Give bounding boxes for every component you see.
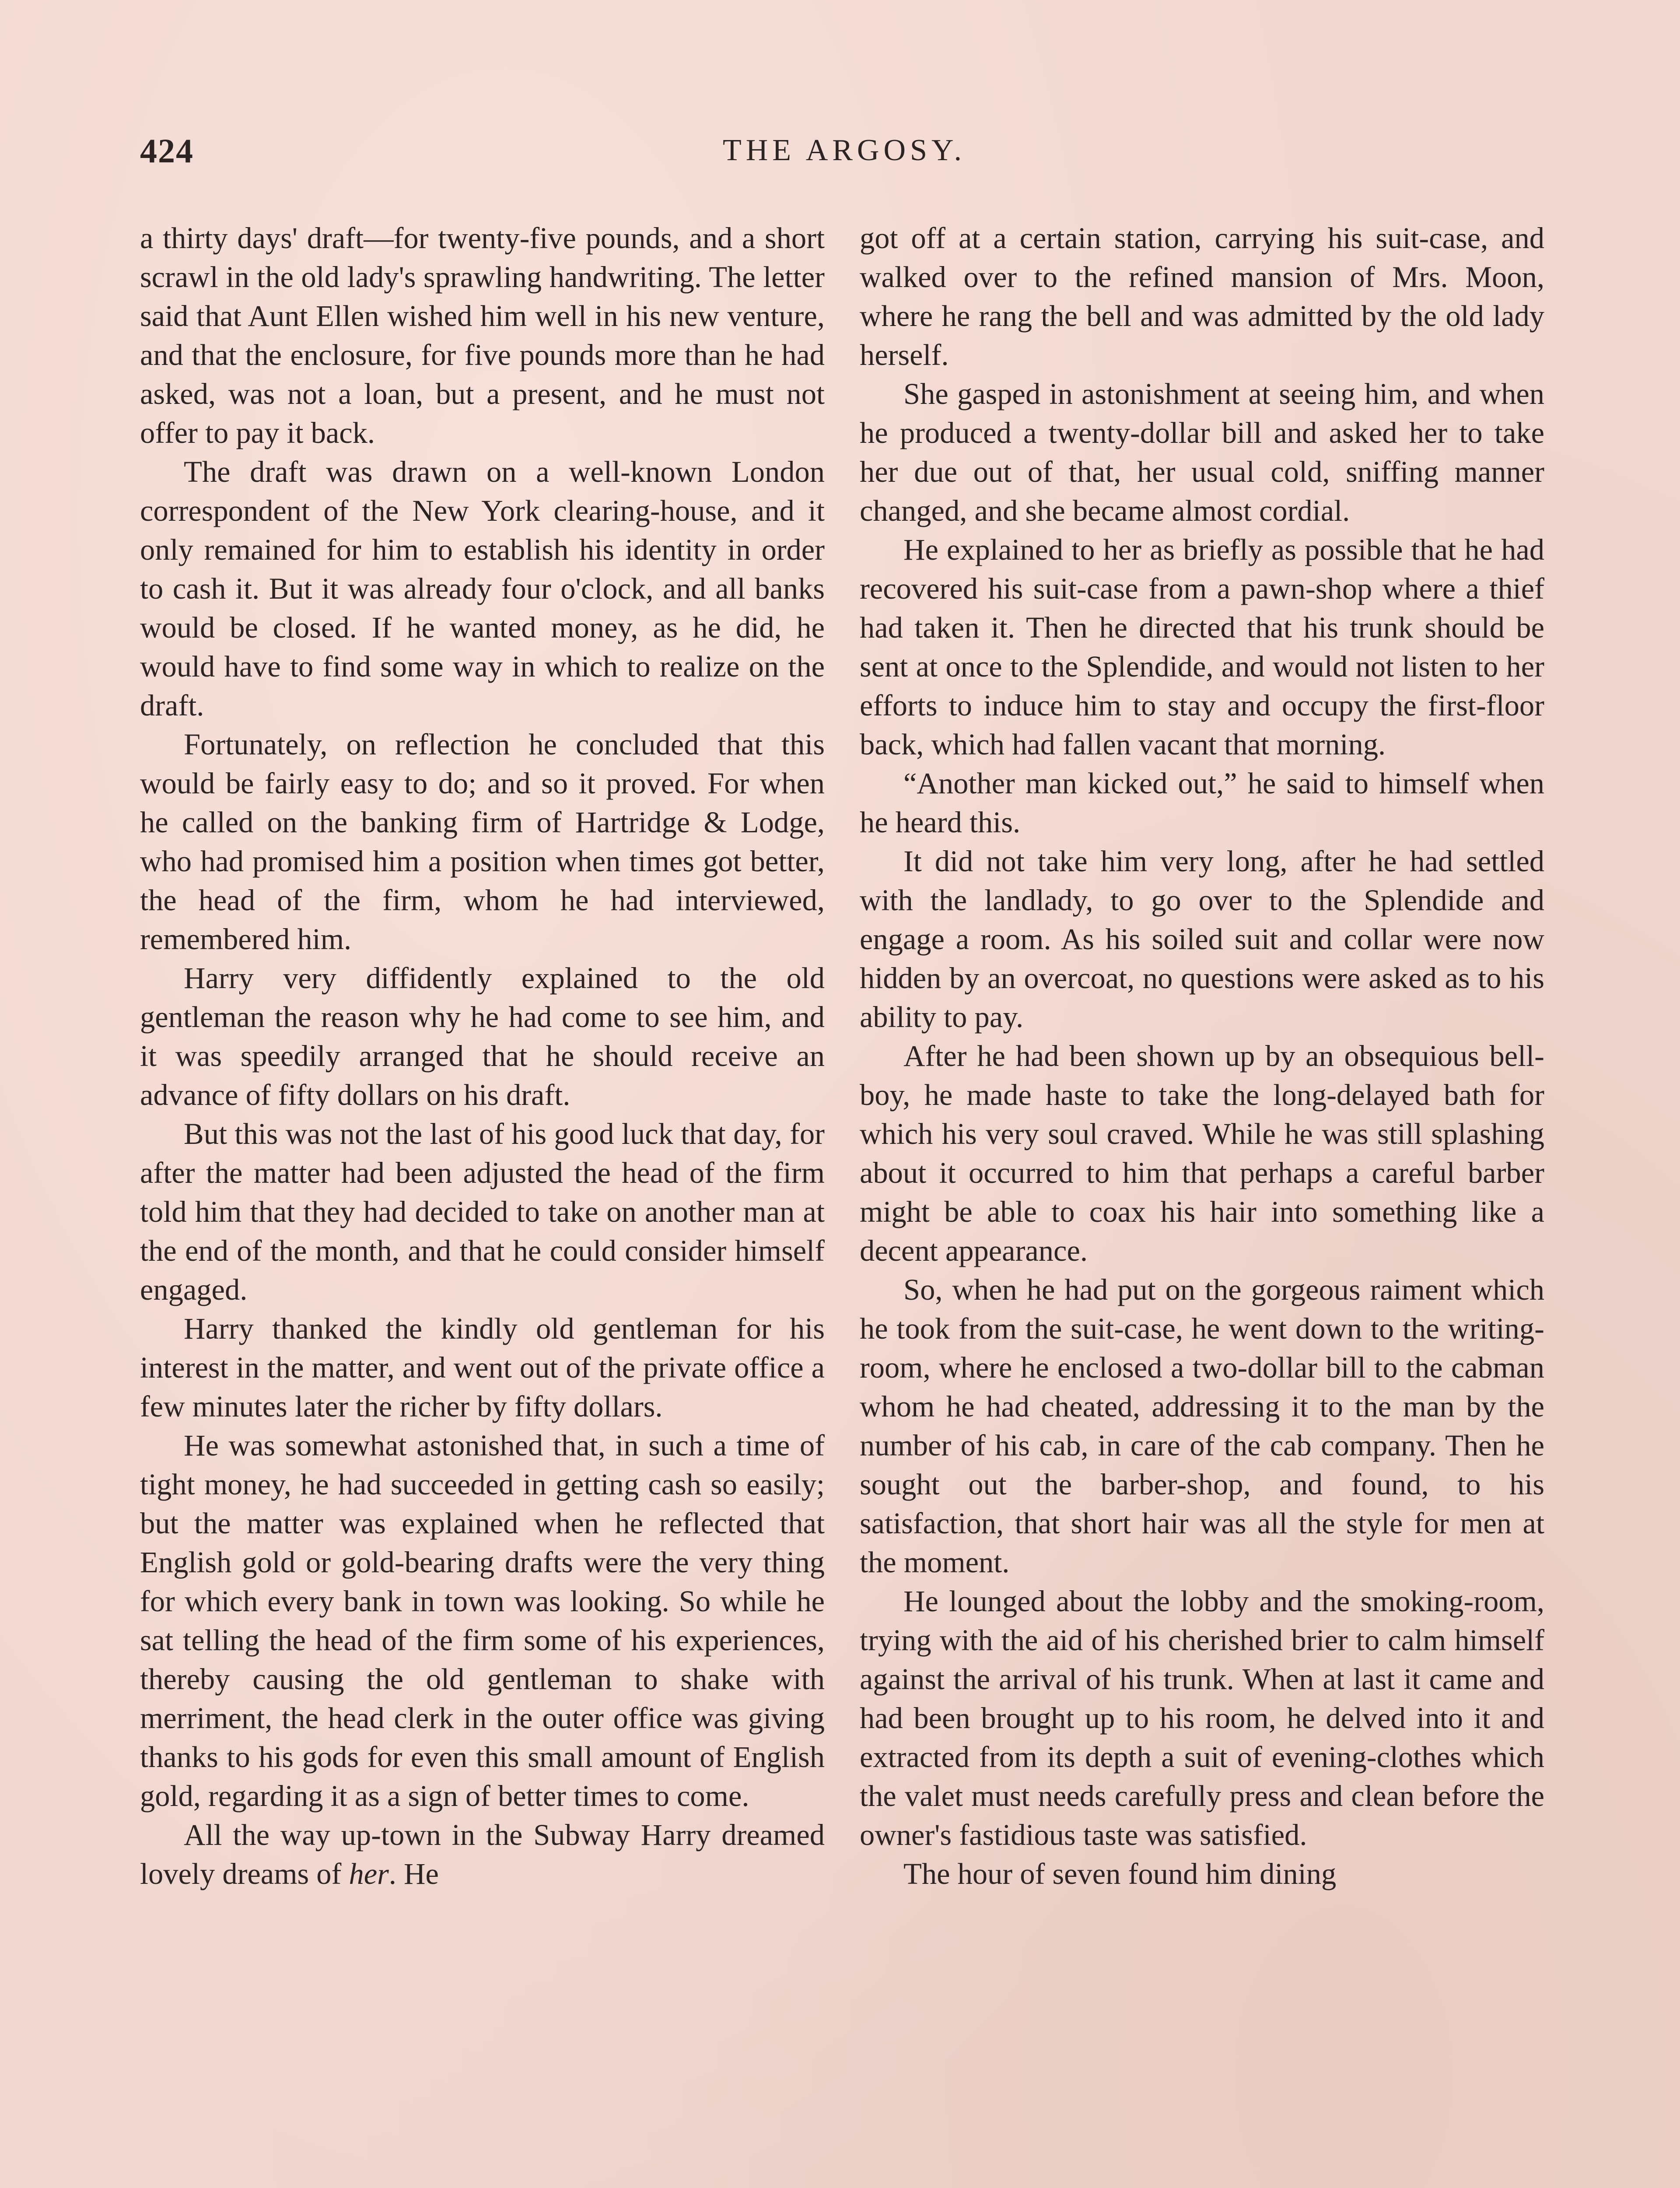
page-header: [140, 131, 1549, 184]
paragraph: got off at a certain station, carrying his suit-case, and walked over to the refined mansion of Mrs. Moon, where he rang the bell and was admitted by the old lady herself.: [860, 221, 1544, 372]
paragraph: But this was not the last of his good luck that day, for after the matter had been adjusted the head of the firm told him that they had decided to take on another man at the end of the month, and that he could consider himself engaged.: [140, 1117, 825, 1306]
paragraph: He lounged about the lobby and the smoking-room, trying with the aid of his cherished brier to calm himself against the arrival of his trunk. When at last it came and had been brought up to his room, he delved into it and extracted from its depth a suit of evening-clothes which the valet must needs carefully press and clean before the owner's fastidious taste was satisfied.: [860, 1585, 1544, 1851]
text-columns: [140, 219, 1544, 2188]
paragraph: a thirty days' draft—for twenty-five pounds, and a short scrawl in the old lady's sprawling handwriting. The letter said that Aunt Ellen wished him well in his new venture, and that the enclosure, for five pounds more than he had asked, was not a loan, but a present, and he must not offer to pay it back.: [140, 221, 825, 449]
paragraph-text: All the way up-town in the Subway Harry dreamed lovely dreams of: [140, 1818, 825, 1890]
paragraph: The hour of seven found him dining: [903, 1857, 1337, 1890]
paragraph-last: [140, 1816, 825, 1893]
paragraph-text: . He: [388, 1857, 439, 1890]
paragraph: Fortunately, on reflection he concluded that this would be fairly easy to do; and so it proved. For when he called on the banking firm of Hartridge & Lodge, who had promised him a position when times got better, the head of the firm, whom he had interviewed, remembered him.: [140, 728, 825, 956]
page-number: 424: [140, 132, 194, 170]
paragraph: It did not take him very long, after he had settled with the landlady, to go over to the Splendide and engage a room. As his soiled suit and collar were now hidden by an overcoat, no questions were asked as to his ability to pay.: [860, 845, 1544, 1034]
paragraph: After he had been shown up by an obsequious bell-boy, he made haste to take the long-delayed bath for which his very soul craved. While he was still splashing about it occurred to him that perhaps a careful barber might be able to coax his hair into something like a decent appearance.: [860, 1039, 1544, 1267]
emphasis-her: her: [349, 1857, 389, 1890]
paragraph: He explained to her as briefly as possible that he had recovered his suit-case from a pawn-shop where a thief had taken it. Then he directed that his trunk should be sent at once to the Splendide, and would not listen to her efforts to induce him to stay and occupy the first-floor back, which had fallen vacant that morning.: [860, 533, 1544, 761]
paragraph: Harry very diffidently explained to the old gentleman the reason why he had come to see him, and it was speedily arranged that he should receive an advance of fifty dollars on his draft.: [140, 961, 825, 1112]
paragraph: She gasped in astonishment at seeing him, and when he produced a twenty-dollar bill and asked her to take her due out of that, her usual cold, sniffing manner changed, and she became almost cordial.: [860, 377, 1544, 527]
running-title: THE ARGOSY.: [722, 133, 966, 167]
right-column: [860, 219, 1544, 1893]
paragraph: So, when he had put on the gorgeous raiment which he took from the suit-case, he went down to the writing-room, where he enclosed a two-dollar bill to the cabman whom he had cheated, addressing it to the man by the number of his cab, in care of the cab company. Then he sought out the barber-shop, and found, to his satisfaction, that short hair was all the style for men at the moment.: [860, 1273, 1544, 1579]
paragraph: “Another man kicked out,” he said to himself when he heard this.: [860, 767, 1544, 839]
paragraph: Harry thanked the kindly old gentleman for his interest in the matter, and went out of the private office a few minutes later the richer by fifty dollars.: [140, 1312, 825, 1423]
paragraph: The draft was drawn on a well-known London correspondent of the New York clearing-house, and it only remained for him to establish his identity in order to cash it. But it was already four o'clock, and all banks would be closed. If he wanted money, as he did, he would have to find some way in which to realize on the draft.: [140, 455, 825, 722]
left-column: [140, 219, 825, 1893]
paragraph: He was somewhat astonished that, in such a time of tight money, he had succeeded in getting cash so easily; but the matter was explained when he reflected that English gold or gold-bearing drafts were the very thing for which every bank in town was looking. So while he sat telling the head of the firm some of his experiences, thereby causing the old gentleman to shake with merriment, the head clerk in the outer office was giving thanks to his gods for even this small amount of English gold, regarding it as a sign of better times to come.: [140, 1429, 825, 1813]
